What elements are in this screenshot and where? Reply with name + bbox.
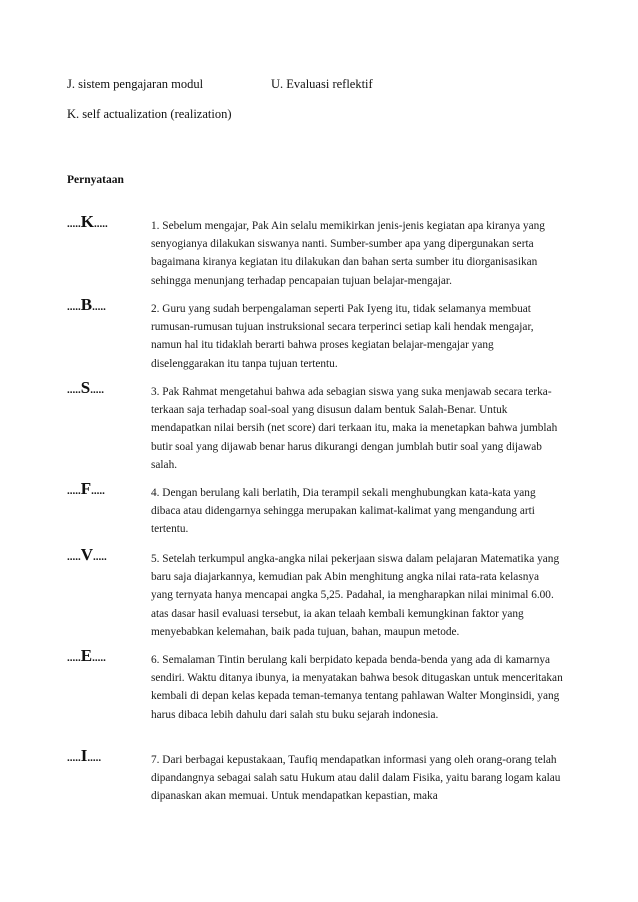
answer-letter: B <box>80 295 93 314</box>
section-heading: Pernyataan <box>67 174 124 186</box>
option-j: J. sistem pengajaran modul <box>67 77 204 91</box>
statement-text: 2. Guru yang sudah berpengalaman seperti Pak Iyeng itu, tidak selamanya membuat rumusan-rumusan tujuan instruksional secara terperinci setiap kali hendak mengajar, namun hal itu tidaklah berarti bahwa proses kegiatan belajar-mengajar yang diselenggarakan itu tanpa tujuan tertentu. <box>151 303 534 370</box>
answer-letter: E <box>80 646 93 665</box>
answer-marker: .....B..... <box>67 295 106 314</box>
answer-letter: F <box>80 479 92 498</box>
option-u: U. Evaluasi reflektif <box>271 77 373 91</box>
option-k: K. self actualization (realization) <box>67 107 232 121</box>
answer-letter: K <box>80 212 94 231</box>
answer-marker: .....K..... <box>67 212 108 231</box>
answer-marker: .....E..... <box>67 646 106 665</box>
answer-marker: .....S..... <box>67 378 104 397</box>
statement-text: 4. Dengan berulang kali berlatih, Dia terampil sekali menghubungkan kata-kata yang dibaca atau didengarnya sehingga merupakan kalimat-kalimat yang mengandung arti tertentu. <box>151 487 536 536</box>
answer-marker: .....I..... <box>67 746 102 765</box>
answer-letter: I <box>80 746 88 765</box>
answer-marker: .....F..... <box>67 479 105 498</box>
answer-marker: .....V..... <box>67 545 107 564</box>
answer-letter: S <box>80 378 91 397</box>
statement-text: 3. Pak Rahmat mengetahui bahwa ada sebagian siswa yang suka menjawab secara terka-terkaan saja terhadap soal-soal yang disusun dalam bentuk Salah-Benar. Untuk mendapatkan nilai bersih (net score) dari terkaan itu, maka ia menetapkan bahwa jumblah butir soal yang dijawab benar harus dikurangi dengan jumblah butir soal yang dijawab salah. <box>151 386 558 471</box>
statement-text: 1. Sebelum mengajar, Pak Ain selalu memikirkan jenis-jenis kegiatan apa kiranya yang senyogianya dilakukan siswanya nanti. Sumber-sumber apa yang dipergunakan serta bagaimana kiranya kegiatan itu dilakukan dan bahan serta sumber itu diorganisasikan sehingga menunjang terhadap pencapaian tujuan belajar-mengajar. <box>151 220 545 287</box>
statement-text: 5. Setelah terkumpul angka-angka nilai pekerjaan siswa dalam pelajaran Matematika yang baru saja diajarkannya, kemudian pak Abin menghitung angka nilai rata-rata kelasnya yang ternyata hanya mencapai angka 5,25. Padahal, ia mengharapkan nilai minimal 6.00. atas dasar hasil evaluasi tersebut, ia akan telaah kembali kemungkinan faktor yang menyebabkan kelemahan, baik pada tujuan, bahan, maupun metode. <box>151 553 560 638</box>
answer-letter: V <box>80 545 94 564</box>
statement-text: 7. Dari berbagai kepustakaan, Taufiq mendapatkan informasi yang oleh orang-orang telah dipandangnya sebagai salah satu Hukum atau dalil dalam Fisika, yaitu barang logam kalau dipanaskan akan memuai. Untuk mendapatkan kepastian, maka <box>151 754 561 803</box>
statement-text: 6. Semalaman Tintin berulang kali berpidato kepada benda-benda yang ada di kamarnya sendiri. Waktu ditanya ibunya, ia menyatakan bahwa besok ditugaskan untuk menceritakan kembali di depan kelas kepada teman-temanya tentang pahlawan Walter Monginsidi, yang harus dibaca lebih dahulu dari salah stu buku sejarah indonesia. <box>151 654 563 721</box>
